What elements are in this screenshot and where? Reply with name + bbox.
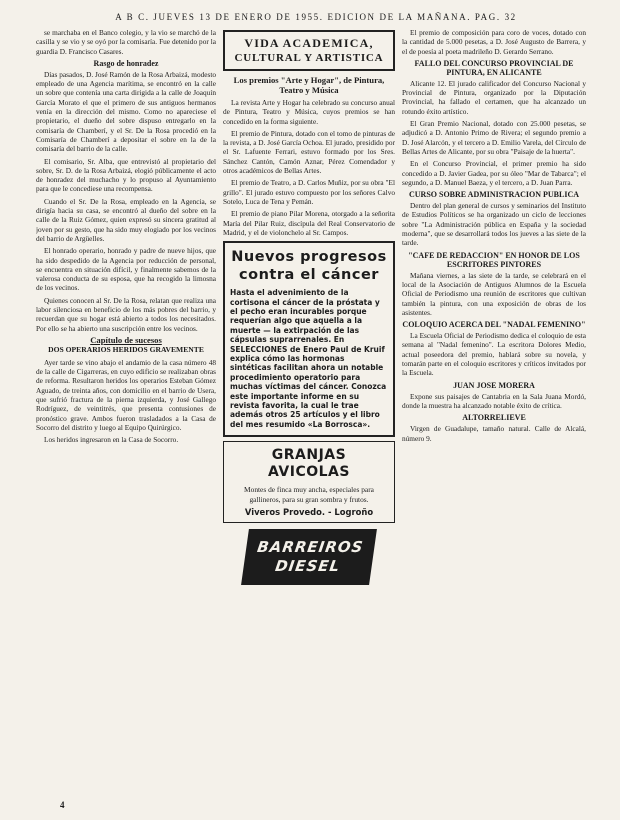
ad-logo-line-2: DIESEL <box>274 557 342 576</box>
section-title-cafe: "CAFE DE REDACCION" EN HONOR DE LOS ESCRITORES PINTORES <box>408 250 580 269</box>
column-3 <box>402 28 586 810</box>
ad-headline-line-2: contra el cáncer <box>239 267 379 284</box>
article-paragraph: Cuando el Sr. De la Rosa, empleado en la Agencia, se dirigía hacia su casa, se encontró al dueño del sobre en la calle de la Ruiz Gómez, quien expresó su sincera gratitud al joven por su gesto, que ha sido muy elogiado por los vecinos del barrio de Argüelles. <box>36 196 216 243</box>
section-title-coloquio: COLOQUIO ACERCA DEL "NADAL FEMENINO" <box>402 320 586 330</box>
article-paragraph: Virgen de Guadalupe, tamaño natural. Calle de Alcalá, número 9. <box>402 424 586 443</box>
article-paragraph: Quienes conocen al Sr. De la Rosa, relatan que realiza una labor silenciosa en beneficio de los más pobres del barrio, y recuerdan que su hogar está abierto a todos los necesitados. Por ello se ha abierto una suscripción entre los vecinos. <box>36 295 216 333</box>
article-paragraph: Alicante 12. El jurado calificador del Concurso Nacional y Provincial de Pintura, organizado por la Diputación Provincial, ha fallado el certamen, que ha alcanzado un rotundo éxito artístico. <box>402 78 586 116</box>
banner-title-line-2: CULTURAL Y ARTISTICA <box>234 52 384 64</box>
ad-barreiros-diesel-logo <box>241 529 377 585</box>
ad-footer: Viveros Provedo. - Logroño <box>244 507 374 518</box>
article-paragraph: El premio de composición para coro de voces, dotado con la cantidad de 5.000 pesetas, a D. José Augusto de Barrera, y el de poesía al poeta madrileño D. Gerardo Serrano. <box>402 28 586 56</box>
article-paragraph: Los heridos ingresaron en la Casa de Socorro. <box>44 435 179 445</box>
section-banner-vida-academica <box>223 30 395 71</box>
ad-body: Hasta el advenimiento de la cortisona el cáncer de la próstata y el pecho eran incurables porque requerían algo que aquella a la muerte — la extirpación de las cápsulas suprarrenales. En SELECCIONES de Enero Paul de Kruif explica cómo las hormonas sintéticas facilitan ahora un notable procedimiento operatorio para muchas víctimas del cáncer. Conozca este importante informe en su revista favorita, la cual le trae además otros 25 artículos y el libro del mes resumido «La Borrosca». <box>230 288 387 429</box>
article-paragraph: Dentro del plan general de cursos y seminarios del Instituto de Estudios Políticos se ha organizado un ciclo de lecciones sobre "La Administración pública en España y la sociedad moderna", que se desarrollará todos los jueves a las siete de la tarde. <box>402 201 586 248</box>
ad-logo-line-1: BARREIROS <box>256 538 365 557</box>
banner-title-line-1: VIDA ACADEMICA, <box>244 36 374 50</box>
article-paragraph: El premio de piano Pilar Morena, otorgado a la señorita María del Pilar Ruiz, discípula del Real Conservatorio de Madrid, y el de violonchelo al Sr. Campos. <box>223 209 395 237</box>
ad-granjas-avicolas <box>223 441 395 523</box>
article-paragraph: El honrado operario, honrado y padre de nueve hijos, que ha sido despedido de la Agencia por reducción de personal, se encuentra en situación difícil, y finalmente sabemos de la valerosa conducta de su esposa, que ha recogido la limosna de los vecinos. <box>36 246 216 293</box>
article-paragraph: Mañana viernes, a las siete de la tarde, se celebrará en el local de la Asociación de Antiguos Alumnos de la Escuela Oficial de Periodismo una reunión de escritores que cultivan también la pintura, con una exposición de obras de los asistentes. <box>402 270 586 317</box>
column-2 <box>223 28 395 810</box>
section-subtitle-heridos: DOS OPERARIOS HERIDOS GRAVEMENTE <box>48 345 204 355</box>
article-paragraph: La revista Arte y Hogar ha celebrado su concurso anual de Pintura, Teatro y Música, cuyos premios se han concedido en la forma siguiente. <box>223 98 395 126</box>
article-paragraph: En el Concurso Provincial, el primer premio ha sido concedido a D. Javier Gadea, por su óleo "Mar de Tabarca"; el segundo, a D. Manuel Baeza, y el tercero, a D. Juan Parra. <box>402 159 586 187</box>
section-title-morera: JUAN JOSE MORERA <box>453 380 535 390</box>
ad-body: Montes de finca muy ancha, especiales para gallineros, para su gran sombra y frutos. <box>244 485 374 504</box>
article-paragraph: Expone sus paisajes de Cantabria en la Sala Juana Mordó, donde la muestra ha alcanzado notable éxito de crítica. <box>402 391 586 410</box>
section-title-altorrelieve: ALTORRELIEVE <box>462 413 526 423</box>
article-paragraph: El premio de Teatro, a D. Carlos Muñiz, por su obra "El grillo". El jurado estuvo compuesto por los señores Calvo Sotelo, Luca de Tena y Pemán. <box>223 178 395 206</box>
section-title-curso: CURSO SOBRE ADMINISTRACION PUBLICA <box>408 190 580 200</box>
ad-headline-line-1: Nuevos progresos <box>231 249 387 266</box>
section-title-sucesos: Capítulo de sucesos <box>90 334 162 345</box>
ad-headline: GRANJAS AVICOLAS <box>268 447 350 481</box>
article-paragraph: Días pasados, D. José Ramón de la Rosa Arbaizá, modesto empleado de una Agencia marítima, se encontró en la calle un sobre que contenía una carta dirigida a la calle de Joaquín García Morato el que el primero de sus antiguos hermanos venía en la dirección del mismo. Como no apareciese el propietario, el dueño del sobre dispuso entregarlo en la comisaría de Chamberí, y el Sr. De la Rosa procedió en la Comisaría de Chamberí a depositar el sobre en la de la comisaría del barrio de la calle. <box>36 69 216 154</box>
page-number: 4 <box>60 800 65 810</box>
section-title-fallo: FALLO DEL CONCURSO PROVINCIAL DE PINTURA, EN ALICANTE <box>414 58 574 77</box>
section-title-rasgo: Rasgo de honradez <box>93 58 159 68</box>
column-1 <box>36 28 216 810</box>
page-header: A B C. JUEVES 13 DE ENERO DE 1955. EDICION DE LA MAÑANA. PAG. 32 <box>115 12 517 22</box>
article-paragraph: El comisario, Sr. Alba, que entrevistó al propietario del sobre, Sr. D. de la Rosa Arbaizá, elogió públicamente el acto de honradez del muchacho y lo propuso al Ayuntamiento para que le concediese una recompensa. <box>36 156 216 194</box>
article-paragraph: El premio de Pintura, dotado con el tomo de pinturas de la revista, a D. José García Ochoa. El jurado, presidido por el Sr. Lafuente Ferrari, estuvo formado por los Sres. Sánchez Cantón, Camón Aznar, Pérez Comendador y otros académicos de Bellas Artes. <box>223 128 395 176</box>
lead-paragraph: se marchaba en el Banco colegio, y la vio se marchó de la casilla y se vio y se oyó por la comisaría. Fue detenido por la guardia D. Francisco Casares. <box>36 28 216 56</box>
article-paragraph: La Escuela Oficial de Periodismo dedica el coloquio de esta semana al "Nadal femenino". La escritora Dolores Medio, actual poseedora del premio, hablará sobre su novela, y tomarán parte en el coloquio escritores y críticos invitados por la Escuela. <box>402 331 586 378</box>
ad-nuevos-progresos <box>223 241 395 437</box>
article-paragraph: El Gran Premio Nacional, dotado con 25.000 pesetas, se adjudicó a D. Antonio Primo de Rivera; el segundo premio a D. José Alarcón, y el tercero a D. Emilio Varela, del Círculo de Bellas Artes de Alicante, por su obra "Paisaje de la huerta". <box>402 119 586 156</box>
article-title-premios: Los premios "Arte y Hogar", de Pintura, Teatro y Música <box>233 75 385 95</box>
article-paragraph: Ayer tarde se vino abajo el andamio de la casa número 48 de la calle de Cigarreras, en cuyo edificio se realizaban obras de reforma. Resultaron heridos los operarios Esteban Gómez Aguado, de treinta años, con domicilio en el barrio de Usera, que sufrió fractura de la pierna izquierda, y José Gallego Rodríguez, de veintitrés, que presenta contusiones de pronóstico grave. Ambos fueron trasladados a la Casa de Socorro del distrito y luego al Equipo Quirúrgico. <box>36 357 216 432</box>
